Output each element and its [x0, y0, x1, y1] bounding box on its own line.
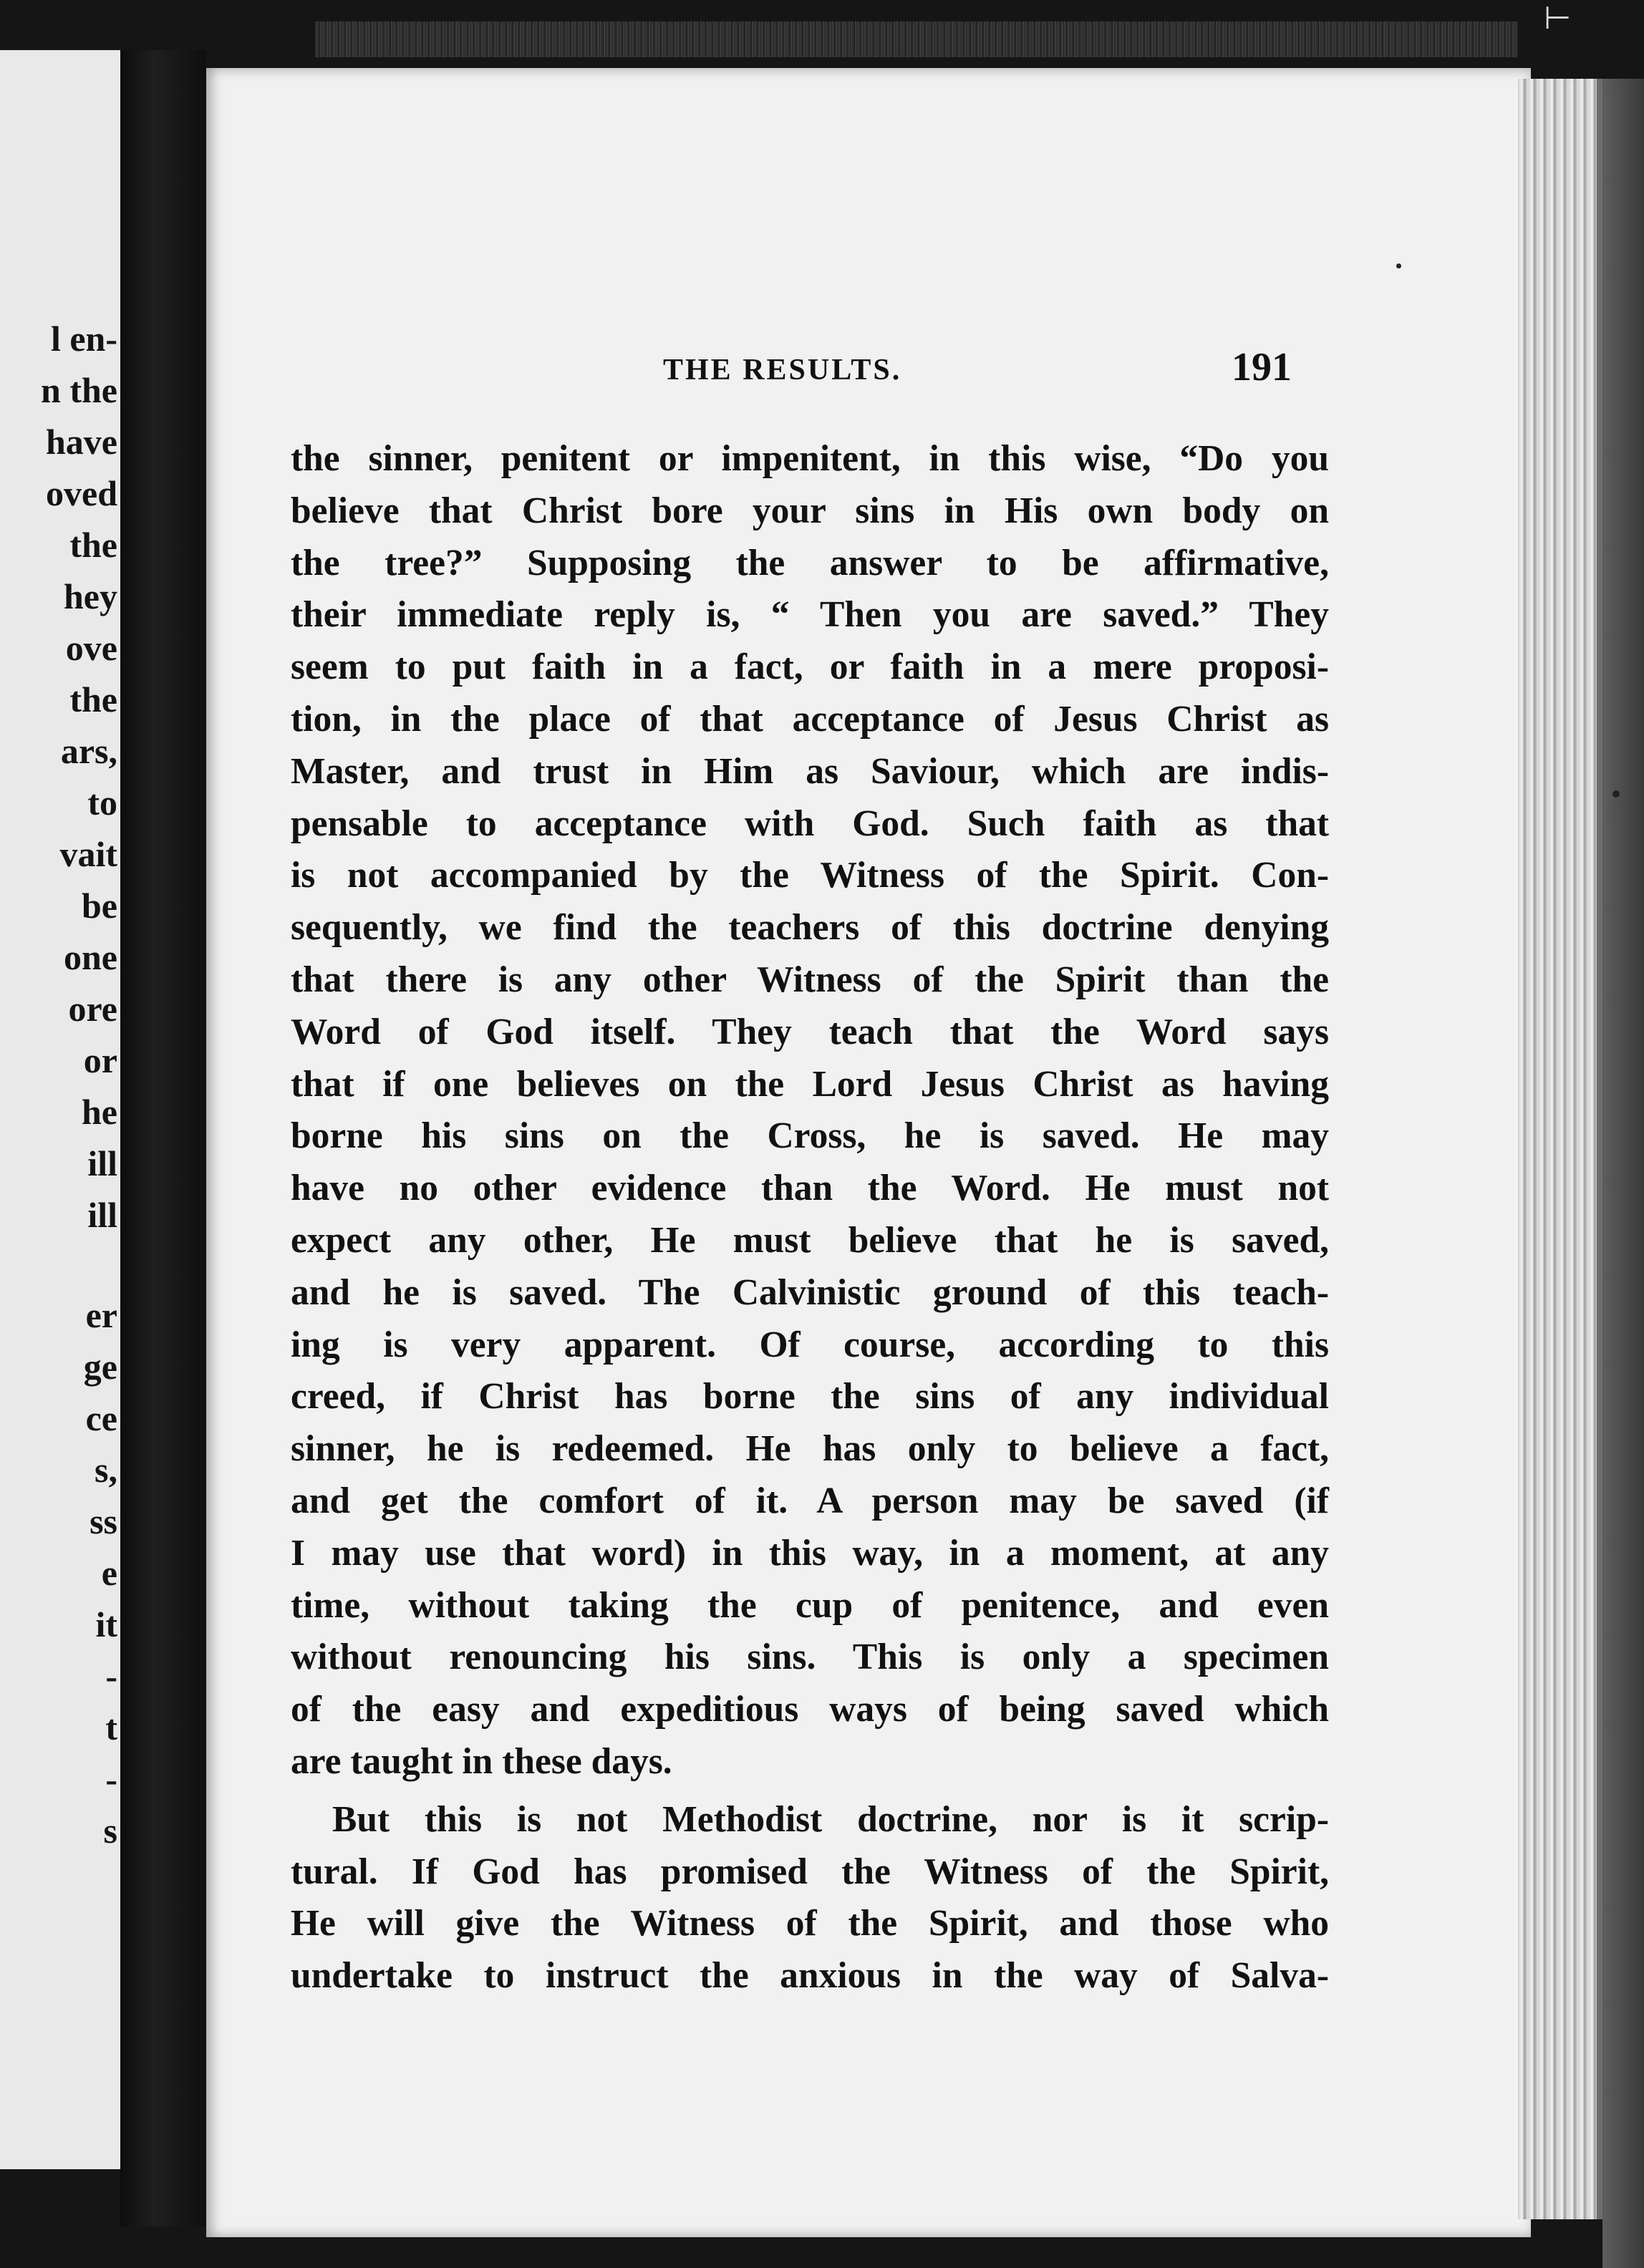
text-line: undertake to instruct the anxious in the way of Salva- [291, 1955, 1329, 1997]
text-line: without renouncing his sins. This is only a specimen [291, 1637, 1329, 1678]
paragraph-gap [291, 1788, 1329, 1794]
body-text [291, 433, 1329, 2002]
text-line: But this is not Methodist doctrine, nor is it scrip- [332, 1798, 1329, 1840]
facing-page-text-fragment: t [105, 1707, 117, 1748]
text-line: is not accompanied by the Witness of the Spirit. Con- [291, 855, 1329, 896]
facing-page-text-fragment: s, [95, 1450, 117, 1490]
text-line: tion, in the place of that acceptance of Jesus Christ as [291, 698, 1329, 740]
text-line: are taught in these days. [291, 1740, 672, 1782]
text-line: that there is any other Witness of the Spirit than the [291, 959, 1329, 1000]
facing-page-text-fragment: have [46, 422, 117, 462]
facing-page-text-fragment: l en- [50, 319, 117, 359]
running-head-title: THE RESULTS. [663, 354, 902, 387]
text-line: the sinner, penitent or impenitent, in this wise, “Do you [291, 438, 1329, 479]
text-line: creed, if Christ has borne the sins of any individual [291, 1376, 1329, 1418]
text-line: time, without taking the cup of penitence, and even [291, 1584, 1329, 1626]
text-line: have no other evidence than the Word. He must not [291, 1168, 1329, 1209]
facing-page-text-fragment: be [82, 886, 117, 926]
facing-page-text-fragment: ge [83, 1347, 117, 1387]
text-line: sinner, he is redeemed. He has only to believe a fact, [291, 1428, 1329, 1470]
text-line: believe that Christ bore your sins in His own body on [291, 490, 1329, 531]
running-head [206, 345, 1531, 392]
facing-page-text-fragment: ill [87, 1195, 117, 1235]
text-line: I may use that word) in this way, in a moment, at any [291, 1532, 1329, 1574]
text-line: and get the comfort of it. A person may be saved (if [291, 1480, 1329, 1521]
text-line: of the easy and expeditious ways of being saved which [291, 1689, 1329, 1730]
facing-page-text-fragment: ce [85, 1398, 117, 1438]
text-line: tural. If God has promised the Witness of the Spirit, [291, 1851, 1329, 1892]
corner-scan-mark: ⊢ [1544, 0, 1572, 37]
text-line: sequently, we find the teachers of this doctrine denying [291, 907, 1329, 949]
facing-page-text-fragment: n the [41, 370, 117, 410]
facing-page-text-fragment: ars, [60, 731, 117, 771]
text-line: the tree?” Supposing the answer to be affirmative, [291, 542, 1329, 583]
facing-page-text-fragment: ill [87, 1143, 117, 1183]
scan-speck [1612, 790, 1620, 798]
facing-page-text-fragment: e [101, 1553, 117, 1593]
book-gutter [120, 50, 206, 2226]
facing-page-text-fragment: one [64, 937, 117, 977]
facing-page-text-fragment: oved [46, 473, 117, 513]
facing-page-text-fragment: he [82, 1092, 117, 1132]
book-page [206, 68, 1531, 2237]
scan-speck [1396, 263, 1401, 268]
page-number: 191 [1232, 345, 1292, 389]
facing-page-text-fragment: vait [59, 834, 117, 874]
text-line: seem to put faith in a fact, or faith in a mere proposi- [291, 646, 1329, 688]
facing-page-text-fragment: hey [64, 576, 117, 616]
page-edge-stack [1518, 79, 1602, 2219]
facing-page-text-fragment: the [69, 525, 117, 565]
facing-page-text-fragment: or [83, 1040, 117, 1080]
text-line: and he is saved. The Calvinistic ground of this teach- [291, 1271, 1329, 1313]
facing-page-fragment [0, 50, 120, 2169]
text-line: Word of God itself. They teach that the Word says [291, 1011, 1329, 1052]
text-line: borne his sins on the Cross, he is saved. He may [291, 1115, 1329, 1157]
text-line: pensable to acceptance with God. Such faith as that [291, 803, 1329, 844]
facing-page-text-fragment: it [95, 1604, 117, 1644]
scan-top-edge [315, 21, 1518, 57]
facing-page-text-fragment: the [69, 679, 117, 719]
facing-page-text-fragment: ss [90, 1501, 117, 1541]
text-line: ing is very apparent. Of course, according to this [291, 1324, 1329, 1365]
facing-page-text-fragment: ore [68, 989, 117, 1029]
facing-page-text-fragment: ove [65, 628, 117, 668]
facing-page-text-fragment: s [103, 1811, 117, 1851]
text-line: expect any other, He must believe that he is saved, [291, 1219, 1329, 1261]
facing-page-text-fragment: er [85, 1295, 117, 1335]
text-line: He will give the Witness of the Spirit, and those who [291, 1903, 1329, 1944]
facing-page-text-fragment: - [105, 1656, 117, 1696]
text-line: that if one believes on the Lord Jesus Christ as having [291, 1063, 1329, 1105]
scan-right-edge [1602, 79, 1644, 2268]
text-line: their immediate reply is, “ Then you are saved.” They [291, 594, 1329, 636]
text-line: Master, and trust in Him as Saviour, which are indis- [291, 750, 1329, 792]
facing-page-text-fragment: to [87, 782, 117, 823]
facing-page-text-fragment: - [105, 1759, 117, 1799]
